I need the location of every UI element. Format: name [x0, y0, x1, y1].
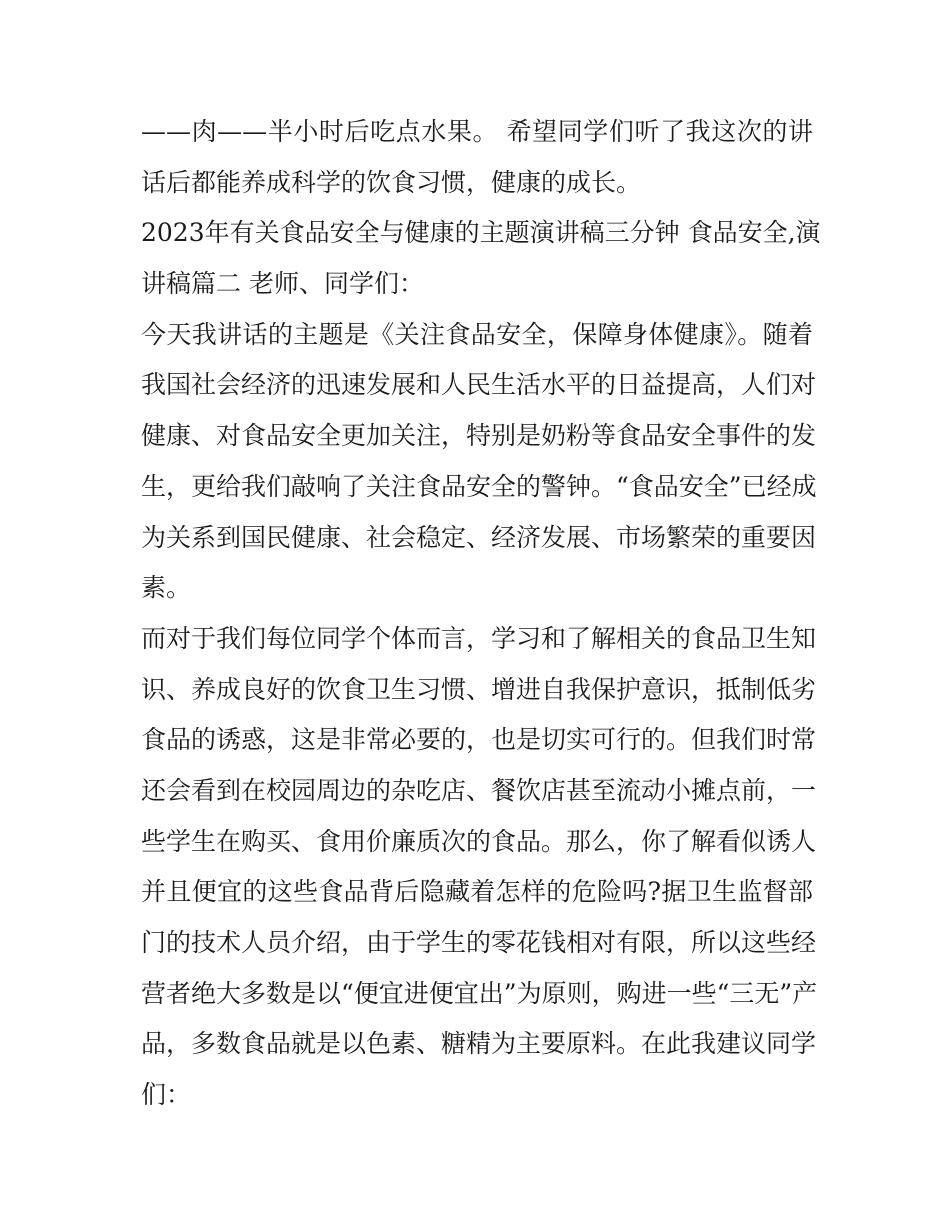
- text-line: 食品的诱惑，这是非常必要的，也是切实可行的。但我们时常: [141, 725, 817, 755]
- text-line: 话后都能养成科学的饮食习惯，健康的成长。: [141, 167, 642, 197]
- text-line: 品，多数食品就是以色素、糖精为主要原料。在此我建议同学: [141, 1029, 817, 1059]
- text-line: 并且便宜的这些食品背后隐藏着怎样的危险吗?据卫生监督部: [141, 877, 813, 907]
- text-line: 些学生在购买、食用价廉质次的食品。那么，你了解看似诱人: [141, 826, 817, 856]
- text-line: 素。: [141, 573, 192, 603]
- text-line: 识、养成良好的饮食卫生习惯、增进自我保护意识，抵制低劣: [141, 674, 817, 704]
- text-line: 讲稿篇二 老师、同学们：: [141, 269, 424, 299]
- text-line: 还会看到在校园周边的杂吃店、餐饮店甚至流动小摊点前，一: [141, 775, 817, 805]
- text-line: 营者绝大多数是以“便宜进便宜出”为原则，购进一些“三无”产: [141, 978, 818, 1008]
- text-line: 门的技术人员介绍，由于学生的零花钱相对有限，所以这些经: [141, 928, 817, 957]
- text-line: 为关系到国民健康、社会稳定、经济发展、市场繁荣的重要因: [141, 522, 817, 552]
- text-line: 生，更给我们敲响了关注食品安全的警钟。“食品安全”已经成: [141, 471, 817, 501]
- text-line: 2023年有关食品安全与健康的主题演讲稿三分钟 食品安全,演: [141, 218, 821, 248]
- text-line: 今天我讲话的主题是《关注食品安全，保障身体健康》。随着: [141, 319, 813, 349]
- text-line: ——肉——半小时后吃点水果。 希望同学们听了我这次的讲: [141, 117, 813, 146]
- document-body: [141, 107, 821, 1121]
- text-line: 而对于我们每位同学个体而言，学习和了解相关的食品卫生知: [141, 623, 817, 653]
- text-line: 们：: [141, 1080, 192, 1110]
- text-line: 我国社会经济的迅速发展和人民生活水平的日益提高，人们对: [141, 370, 817, 400]
- text-line: 健康、对食品安全更加关注，特别是奶粉等食品安全事件的发: [141, 421, 817, 451]
